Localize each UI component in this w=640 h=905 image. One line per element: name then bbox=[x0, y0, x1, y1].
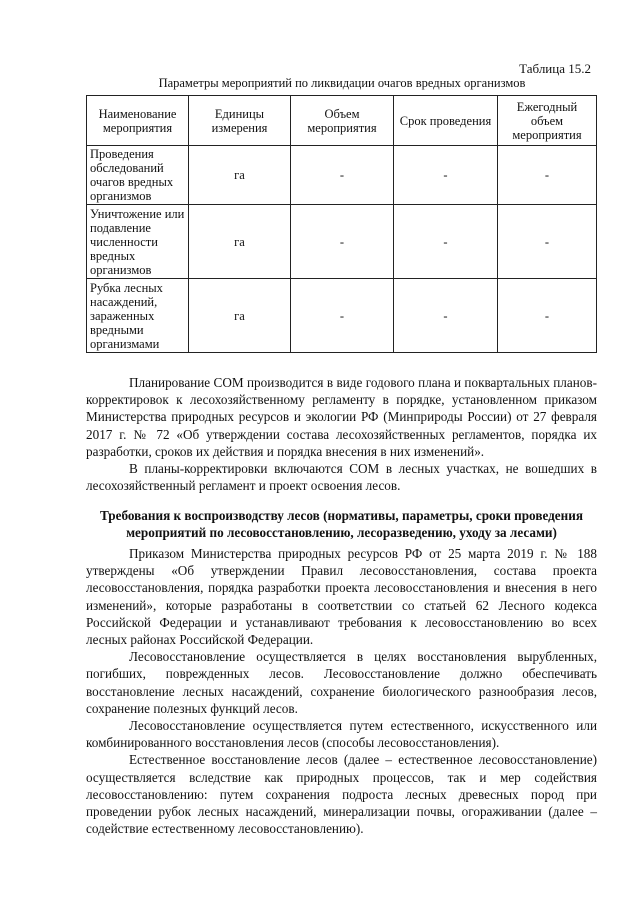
cell-term: - bbox=[394, 146, 498, 205]
paragraph: Лесовосстановление осуществляется в целях восстановления вырубленных, погибших, поврежденных лесов. Лесовосстановление должно обеспечивать восстановление лесных насаждений, сохранение биологического разнообразия лесов, сохранение полезных функций лесов. bbox=[86, 649, 597, 716]
cell-volume: - bbox=[291, 279, 394, 353]
section-heading: Требования к воспроизводству лесов (нормативы, параметры, сроки проведения мероприятий по лесовосстановлению, лесоразведению, уходу за лесами) bbox=[100, 508, 583, 540]
cell-unit: га bbox=[189, 146, 291, 205]
cell-volume: - bbox=[291, 146, 394, 205]
cell-annual: - bbox=[498, 205, 597, 279]
table-row bbox=[87, 279, 597, 353]
cell-name: Уничтожение или подавление численности вредных организмов bbox=[87, 205, 189, 279]
cell-volume: - bbox=[291, 205, 394, 279]
header-volume: Объем мероприятия bbox=[291, 96, 394, 146]
table-row bbox=[87, 146, 597, 205]
table-caption: Параметры мероприятий по ликвидации очагов вредных организмов bbox=[158, 76, 526, 90]
cell-name: Рубка лесных насаждений, зараженных вредными организмами bbox=[87, 279, 189, 353]
parameters-table bbox=[86, 95, 597, 353]
paragraph: Лесовосстановление осуществляется путем естественного, искусственного или комбинированного восстановления лесов (способы лесовосстановления). bbox=[86, 718, 597, 751]
table-number: Таблица 15.2 bbox=[519, 61, 591, 76]
cell-unit: га bbox=[189, 205, 291, 279]
paragraph: Естественное восстановление лесов (далее – естественное лесовосстановление) осуществляется вследствие как природных процессов, так и мер содействия лесовосстановлению: путем сохранения подроста лесных древесных пород при проведении рубок лесных насаждений, минерализации почвы, огораживании (далее – содействие естественному лесовосстановлению). bbox=[86, 752, 597, 837]
text-block-reforestation bbox=[86, 545, 597, 837]
cell-name: Проведения обследований очагов вредных организмов bbox=[87, 146, 189, 205]
cell-term: - bbox=[394, 279, 498, 353]
header-name: Наименование мероприятия bbox=[87, 96, 189, 146]
cell-term: - bbox=[394, 205, 498, 279]
table-row bbox=[87, 205, 597, 279]
header-unit: Единицы измерения bbox=[189, 96, 291, 146]
cell-unit: га bbox=[189, 279, 291, 353]
cell-annual: - bbox=[498, 146, 597, 205]
header-annual: Ежегодный объем мероприятия bbox=[498, 96, 597, 146]
cell-annual: - bbox=[498, 279, 597, 353]
paragraph: Приказом Министерства природных ресурсов РФ от 25 марта 2019 г. № 188 утверждены «Об утверждении Правил лесовосстановления, состава проекта лесовосстановления, порядка разработки проекта лесовосстановления и внесения в него изменений», которые разработаны в соответствии со статьей 62 Лесного кодекса Российской Федерации и устанавливают требования к лесовосстановлению во всех лесных районах Российской Федерации. bbox=[86, 546, 597, 648]
paragraph: В планы-корректировки включаются СОМ в лесных участках, не вошедших в лесохозяйственный регламент и проект освоения лесов. bbox=[86, 461, 597, 494]
paragraph: Планирование СОМ производится в виде годового плана и поквартальных планов-корректировок к лесохозяйственному регламенту в порядке, установленном приказом Министерства природных ресурсов и экологии РФ (Минприроды России) от 27 февраля 2017 г. № 72 «Об утверждении состава лесохозяйственных регламентов, порядка их разработки, сроков их действия и порядка внесения в них изменений». bbox=[86, 375, 597, 459]
table-header-row bbox=[87, 96, 597, 146]
header-term: Срок проведения bbox=[394, 96, 498, 146]
text-block-planning bbox=[86, 374, 597, 494]
